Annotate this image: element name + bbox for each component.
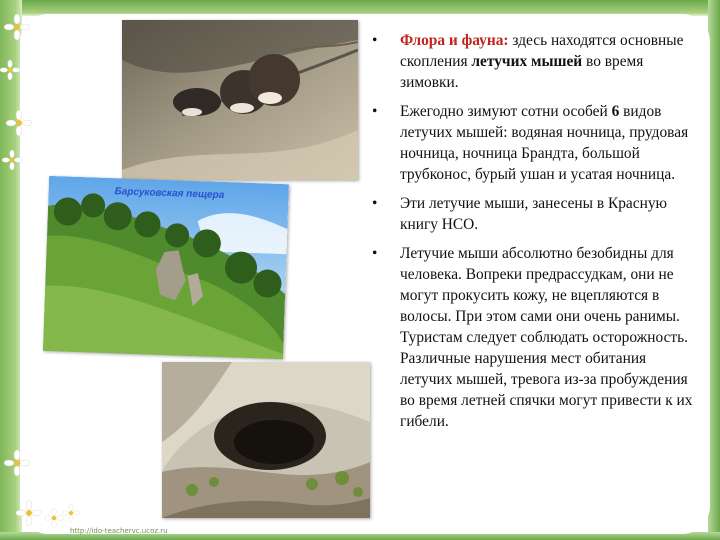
daisy-flower-icon	[16, 500, 42, 526]
daisy-flower-icon	[0, 60, 20, 80]
list-item	[372, 193, 702, 235]
section-lead: Флора и фауна:	[400, 32, 509, 49]
bullet-marker: •	[372, 103, 378, 120]
hill-photo	[43, 176, 289, 359]
bullet-marker: •	[372, 245, 378, 262]
list-item	[372, 30, 702, 93]
list-item	[372, 243, 702, 432]
list-item-text: здесь находятся основные скопления	[400, 32, 684, 70]
daisy-flower-icon	[4, 14, 30, 40]
bullet-marker: •	[372, 195, 378, 212]
list-item-text: Эти летучие мыши, занесены в Красную книгу НСО.	[400, 195, 668, 233]
list-item-text: Ежегодно зимуют сотни особей	[400, 103, 612, 120]
list-item-emphasis: летучих мышей	[471, 53, 583, 70]
daisy-flower-icon	[62, 504, 80, 522]
hill-photo-caption: Барсуковская пещера	[114, 186, 225, 201]
list-item	[372, 101, 702, 185]
list-item-text: во время зимовки.	[400, 53, 644, 91]
daisy-flower-icon	[4, 450, 30, 476]
list-item-text: видов летучих мышей: водяная ночница, прудовая ночница, ночница Брандта, большой трубконос, бурый ушан и усатая ночница.	[400, 103, 689, 183]
fact-list	[372, 30, 702, 440]
list-item-emphasis: 6	[611, 103, 620, 120]
bullet-marker: •	[372, 32, 378, 49]
bats-photo	[122, 20, 358, 180]
list-item-text: Летучие мыши абсолютно безобидны для человека. Вопреки предрассудкам, они не могут прокусить кожу, не вцепляются в волосы. При этом сами они очень ранимы. Туристам следует соблюдать осторожность. Различные нарушения мест обитания летучих мышей, тревога из-за пробуждения во время летней спячки могут привести к их гибели.	[400, 245, 693, 430]
daisy-flower-icon	[44, 508, 64, 528]
source-watermark: http://ido-teachervc.ucoz.ru	[70, 527, 168, 535]
daisy-flower-icon	[6, 110, 32, 136]
daisy-flower-icon	[2, 150, 22, 170]
cave-entrance-photo	[162, 362, 370, 518]
